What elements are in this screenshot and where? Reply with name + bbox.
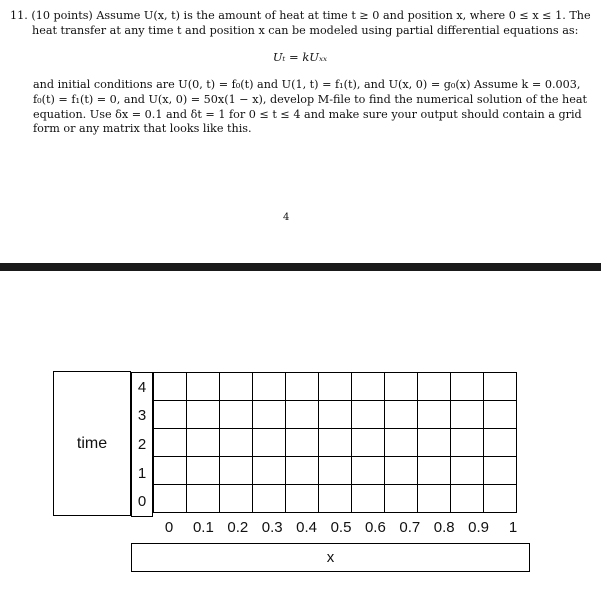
grid-cell <box>352 429 385 457</box>
grid-cell <box>418 457 451 485</box>
grid-cell <box>220 485 253 513</box>
grid-cell <box>451 457 484 485</box>
x-tick: 0.6 <box>364 519 386 536</box>
grid-cell <box>451 401 484 429</box>
grid-cell <box>319 457 352 485</box>
grid-cell <box>154 429 187 457</box>
problem-line-1-text: (10 points) Assume U(x, t) is the amount of heat at time t ≥ 0 and position x, where 0 ≤ x ≤ 1. The <box>31 9 591 22</box>
grid-cell <box>418 401 451 429</box>
grid-cell <box>187 485 220 513</box>
grid-cell <box>385 401 418 429</box>
time-tick: 3 <box>137 407 147 425</box>
x-tick: 0.1 <box>192 519 214 536</box>
grid-cell <box>286 485 319 513</box>
grid-cell <box>253 373 286 401</box>
grid-cell <box>352 401 385 429</box>
grid-cell <box>451 373 484 401</box>
x-tick: 0.4 <box>296 519 318 536</box>
grid-cell <box>319 373 352 401</box>
grid-cell <box>352 373 385 401</box>
x-tick: 0.9 <box>468 519 490 536</box>
grid-cell <box>253 485 286 513</box>
grid-cell <box>385 485 418 513</box>
grid-cell <box>451 429 484 457</box>
grid-cell <box>187 457 220 485</box>
grid-cell <box>484 429 517 457</box>
x-tick: 0.5 <box>330 519 352 536</box>
grid-cell <box>187 373 220 401</box>
x-tick: 0.8 <box>433 519 455 536</box>
grid-cell <box>187 401 220 429</box>
solution-grid <box>153 372 517 513</box>
paragraph-line: and initial conditions are U(0, t) = f₀(t) and U(1, t) = f₁(t), and U(x, 0) = g₀(x) Assume k = 0.003, <box>33 78 581 91</box>
grid-cell <box>385 457 418 485</box>
grid-cell <box>418 373 451 401</box>
problem-line-2: heat transfer at any time t and position x can be modeled using partial differential equations as: <box>32 23 579 37</box>
x-tick: 0.3 <box>261 519 283 536</box>
problem-line-1 <box>10 9 592 24</box>
page-number: 4 <box>283 212 290 223</box>
grid-cell <box>286 429 319 457</box>
time-tick: 1 <box>137 464 147 482</box>
pde-equation: Uₜ = kUₓₓ <box>272 50 328 64</box>
grid-cell <box>286 373 319 401</box>
grid-row <box>154 429 517 457</box>
grid-cell <box>352 457 385 485</box>
grid-cell <box>385 429 418 457</box>
paragraph-line: form or any matrix that looks like this. <box>33 122 252 136</box>
grid-cell <box>385 373 418 401</box>
grid-cell <box>451 485 484 513</box>
time-tick: 2 <box>137 435 147 453</box>
grid-cell <box>484 373 517 401</box>
grid-cell <box>484 457 517 485</box>
grid-cell <box>253 401 286 429</box>
grid-cell <box>319 401 352 429</box>
time-tick: 4 <box>137 378 147 396</box>
time-axis-label: time <box>53 371 131 516</box>
grid-cell <box>220 457 253 485</box>
grid-cell <box>286 457 319 485</box>
x-tick: 0 <box>164 519 174 536</box>
time-tick-column <box>131 372 153 517</box>
grid-cell <box>220 429 253 457</box>
grid-cell <box>154 485 187 513</box>
grid-row <box>154 373 517 401</box>
grid-row <box>154 401 517 429</box>
grid-cell <box>154 457 187 485</box>
grid-cell <box>484 401 517 429</box>
x-tick: 1 <box>508 519 518 536</box>
grid-cell <box>418 485 451 513</box>
x-tick: 0.7 <box>399 519 421 536</box>
grid-cell <box>253 457 286 485</box>
grid-cell <box>484 485 517 513</box>
grid-cell <box>154 373 187 401</box>
grid-cell <box>253 429 286 457</box>
x-tick: 0.2 <box>227 519 249 536</box>
paragraph-line: f₀(t) = f₁(t) = 0, and U(x, 0) = 50x(1 − x), develop M-file to find the numerical solution of the heat <box>33 92 588 106</box>
grid-cell <box>418 429 451 457</box>
problem-number: 11. <box>10 9 28 22</box>
grid-cell <box>319 429 352 457</box>
page-divider <box>0 263 601 271</box>
paragraph-line: equation. Use δx = 0.1 and δt = 1 for 0 ≤ t ≤ 4 and make sure your output should contain a grid <box>33 107 582 121</box>
grid-cell <box>187 429 220 457</box>
grid-row <box>154 485 517 513</box>
grid-row <box>154 457 517 485</box>
problem-header <box>10 9 592 38</box>
grid-cell <box>220 373 253 401</box>
grid-cell <box>319 485 352 513</box>
problem-paragraph <box>33 78 588 137</box>
grid-cell <box>352 485 385 513</box>
grid-cell <box>286 401 319 429</box>
x-axis-label: x <box>131 543 530 572</box>
grid-cell <box>154 401 187 429</box>
grid-cell <box>220 401 253 429</box>
time-tick: 0 <box>137 493 147 511</box>
